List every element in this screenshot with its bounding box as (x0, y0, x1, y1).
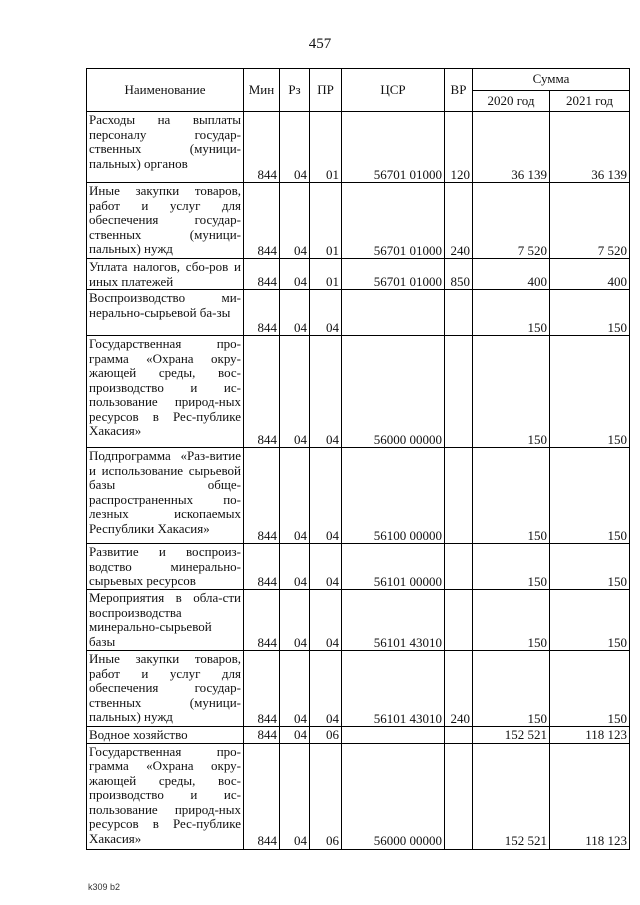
row-rz: 04 (280, 727, 310, 744)
row-name: Уплата налогов, сбо-ров и иных платежей (87, 259, 244, 290)
page-number: 457 (308, 36, 332, 52)
row-rz: 04 (280, 290, 310, 336)
row-sum-2021: 150 (550, 336, 630, 448)
row-sum-2021: 150 (550, 651, 630, 727)
row-sum-2020: 400 (473, 259, 550, 290)
row-csr: 56000 00000 (342, 743, 445, 849)
row-sum-2021: 150 (550, 290, 630, 336)
row-vr: 240 (445, 651, 473, 727)
row-sum-2020: 150 (473, 448, 550, 544)
table-row (87, 290, 630, 336)
row-vr (445, 290, 473, 336)
row-vr (445, 727, 473, 744)
row-pr: 04 (310, 590, 342, 651)
row-sum-2021: 150 (550, 590, 630, 651)
table-row (87, 743, 630, 849)
row-rz: 04 (280, 259, 310, 290)
row-min: 844 (244, 590, 280, 651)
row-name: Государственная про-грамма «Охрана окру-жающей среды, вос-производство и ис-пользование природ-ных ресурсов в Рес-публике Хакасия» (87, 336, 244, 448)
row-pr: 01 (310, 183, 342, 259)
row-sum-2020: 150 (473, 651, 550, 727)
row-vr: 240 (445, 183, 473, 259)
row-sum-2021: 400 (550, 259, 630, 290)
row-rz: 04 (280, 544, 310, 590)
header-year-2020: 2020 год (473, 91, 550, 112)
row-rz: 04 (280, 743, 310, 849)
row-pr: 04 (310, 448, 342, 544)
row-pr: 06 (310, 727, 342, 744)
row-name: Воспроизводство ми-нерально-сырьевой ба-зы (87, 290, 244, 336)
header-vr: ВР (445, 69, 473, 112)
table-row (87, 727, 630, 744)
row-rz: 04 (280, 336, 310, 448)
row-min: 844 (244, 651, 280, 727)
row-vr (445, 544, 473, 590)
row-min: 844 (244, 544, 280, 590)
row-vr (445, 743, 473, 849)
row-rz: 04 (280, 590, 310, 651)
row-min: 844 (244, 743, 280, 849)
row-rz: 04 (280, 183, 310, 259)
header-pr: ПР (310, 69, 342, 112)
row-csr (342, 290, 445, 336)
row-sum-2020: 150 (473, 290, 550, 336)
row-pr: 01 (310, 112, 342, 183)
row-min: 844 (244, 448, 280, 544)
table-row (87, 544, 630, 590)
row-name: Развитие и воспроиз-водство минерально-сырьевых ресурсов (87, 544, 244, 590)
table-row (87, 112, 630, 183)
row-csr: 56701 01000 (342, 259, 445, 290)
row-pr: 01 (310, 259, 342, 290)
row-csr: 56101 00000 (342, 544, 445, 590)
row-pr: 04 (310, 651, 342, 727)
row-sum-2020: 7 520 (473, 183, 550, 259)
row-name: Водное хозяйство (87, 727, 244, 744)
row-vr: 120 (445, 112, 473, 183)
row-csr: 56000 00000 (342, 336, 445, 448)
row-sum-2020: 152 521 (473, 743, 550, 849)
row-sum-2021: 118 123 (550, 727, 630, 744)
row-csr: 56701 01000 (342, 183, 445, 259)
header-name: Наименование (87, 69, 244, 112)
row-csr: 56100 00000 (342, 448, 445, 544)
table-row (87, 336, 630, 448)
row-name: Иные закупки товаров, работ и услуг для обеспечения государ-ственных (муници-пальных) нужд (87, 651, 244, 727)
row-pr: 04 (310, 290, 342, 336)
header-year-2021: 2021 год (550, 91, 630, 112)
header-min: Мин (244, 69, 280, 112)
table-row (87, 448, 630, 544)
row-sum-2021: 150 (550, 448, 630, 544)
table-row (87, 259, 630, 290)
row-vr (445, 448, 473, 544)
row-min: 844 (244, 183, 280, 259)
row-csr: 56101 43010 (342, 590, 445, 651)
row-sum-2020: 150 (473, 544, 550, 590)
row-sum-2021: 150 (550, 544, 630, 590)
table-row (87, 651, 630, 727)
row-csr: 56701 01000 (342, 112, 445, 183)
row-sum-2020: 36 139 (473, 112, 550, 183)
row-sum-2021: 118 123 (550, 743, 630, 849)
row-pr: 04 (310, 544, 342, 590)
row-rz: 04 (280, 112, 310, 183)
row-sum-2021: 7 520 (550, 183, 630, 259)
row-rz: 04 (280, 448, 310, 544)
row-name: Государственная про-грамма «Охрана окру-жающей среды, вос-производство и ис-пользование природ-ных ресурсов в Рес-публике Хакасия» (87, 743, 244, 849)
row-vr: 850 (445, 259, 473, 290)
row-name: Иные закупки товаров, работ и услуг для обеспечения государ-ственных (муници-пальных) нужд (87, 183, 244, 259)
table-row (87, 183, 630, 259)
row-name: Мероприятия в обла-сти воспроизводства минерально-сырьевой базы (87, 590, 244, 651)
row-csr (342, 727, 445, 744)
row-sum-2021: 36 139 (550, 112, 630, 183)
footer-code: k309 b2 (88, 882, 121, 892)
row-sum-2020: 150 (473, 336, 550, 448)
row-pr: 06 (310, 743, 342, 849)
row-min: 844 (244, 112, 280, 183)
header-csr: ЦСР (342, 69, 445, 112)
row-min: 844 (244, 290, 280, 336)
row-name: Расходы на выплаты персоналу государ-ственных (муници-пальных) органов (87, 112, 244, 183)
row-name: Подпрограмма «Раз-витие и использование сырьевой базы обще-распространенных по-лезных ископаемых Республики Хакасия» (87, 448, 244, 544)
row-vr (445, 590, 473, 651)
row-rz: 04 (280, 651, 310, 727)
budget-table (86, 68, 630, 850)
header-sum: Сумма (473, 69, 630, 91)
row-min: 844 (244, 727, 280, 744)
row-sum-2020: 150 (473, 590, 550, 651)
table-row (87, 590, 630, 651)
row-csr: 56101 43010 (342, 651, 445, 727)
row-sum-2020: 152 521 (473, 727, 550, 744)
row-min: 844 (244, 259, 280, 290)
row-min: 844 (244, 336, 280, 448)
row-vr (445, 336, 473, 448)
row-pr: 04 (310, 336, 342, 448)
header-rz: Рз (280, 69, 310, 112)
